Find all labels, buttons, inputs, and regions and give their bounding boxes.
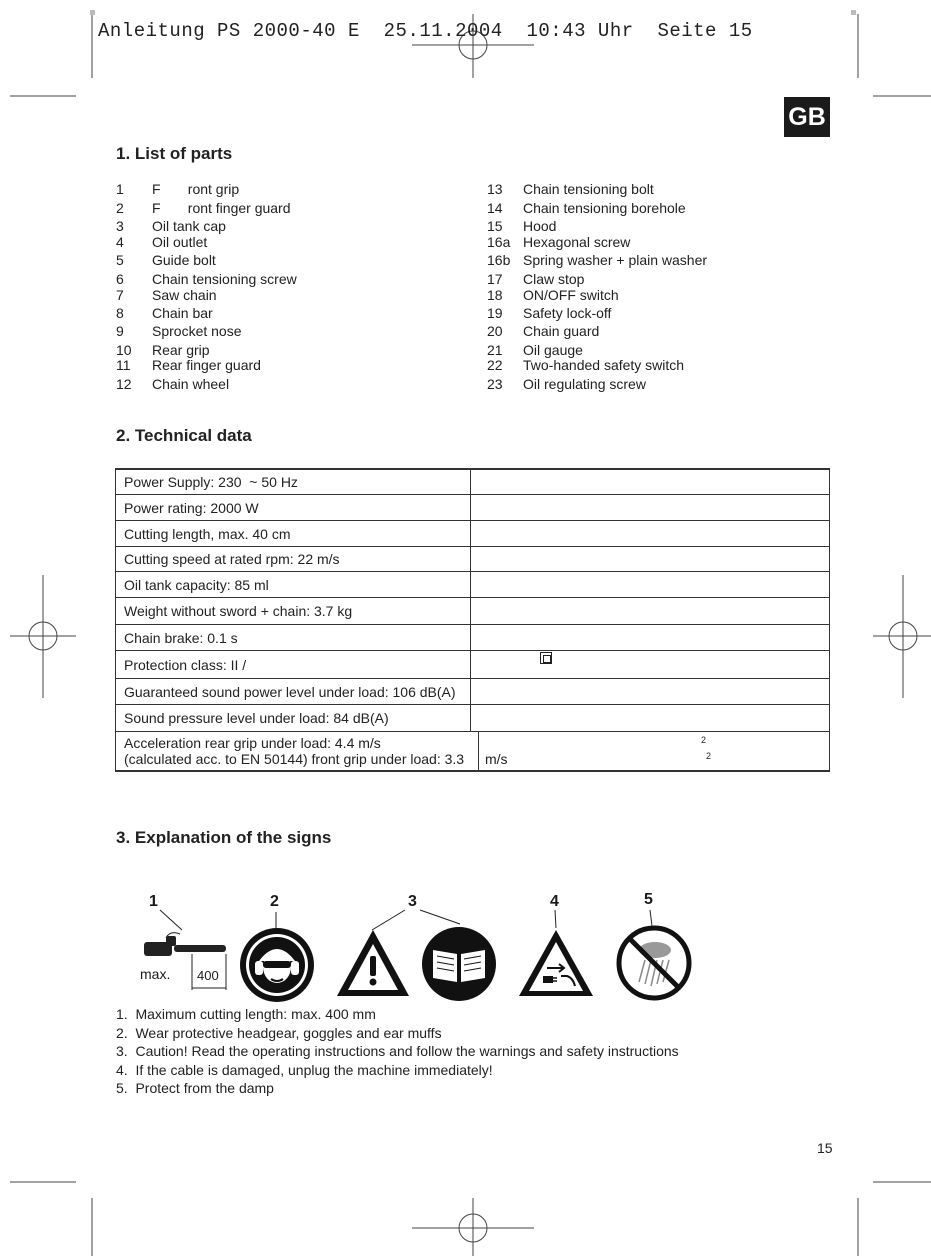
sign-explanation-item: 1. Maximum cutting length: max. 400 mm [116, 1006, 376, 1022]
sign-number-5: 5 [644, 891, 653, 908]
part-number: 8 [116, 305, 124, 321]
part-number: 11 [116, 357, 131, 373]
part-label: Hexagonal screw [523, 234, 631, 250]
part-label: Guide bolt [152, 252, 216, 268]
signs-explanation-list [116, 1006, 679, 1099]
header-doc: Anleitung PS 2000-40 E [98, 20, 360, 42]
page-number: 15 [817, 1140, 833, 1156]
header-page-label: Seite 15 [657, 20, 753, 42]
part-label: Claw stop [523, 271, 585, 287]
saw-max-label: max. [140, 966, 171, 982]
part-number: 5 [116, 252, 124, 268]
language-badge: GB [784, 97, 830, 137]
part-number: 20 [487, 323, 503, 339]
tech-data-value: Cutting speed at rated rpm: 22 m/s [116, 547, 471, 572]
header-date: 25.11.2004 [383, 20, 503, 42]
part-label: F ront finger guard [152, 200, 291, 216]
sign-number-2: 2 [270, 893, 279, 910]
part-label: Oil gauge [523, 342, 583, 358]
tech-data-value: Guaranteed sound power level under load: 106 dB(A) [116, 679, 471, 705]
part-number: 13 [487, 181, 503, 197]
part-number: 18 [487, 287, 503, 303]
acceleration-front: (calculated acc. to EN 50144) front grip under load: 3.3 [124, 751, 465, 767]
saw-length-label: 400 [197, 968, 219, 983]
part-number: 12 [116, 376, 132, 392]
header-time: 10:43 Uhr [526, 20, 634, 42]
tech-data-value: Chain brake: 0.1 s [116, 625, 471, 651]
part-label: ON/OFF switch [523, 287, 619, 303]
acceleration-rear: Acceleration rear grip under load: 4.4 m/s [124, 735, 381, 751]
tech-data-value: Power Supply: 230 ~ 50 Hz [116, 469, 471, 495]
part-label: Oil tank cap [152, 218, 226, 234]
part-label: F ront grip [152, 181, 240, 197]
sign-explanation-item: 4. If the cable is damaged, unplug the machine immediately! [116, 1061, 493, 1078]
tech-data-value: Weight without sword + chain: 3.7 kg [116, 598, 471, 625]
part-label: Two-handed safety switch [523, 357, 685, 373]
part-number: 16b [487, 252, 511, 268]
part-number: 17 [487, 271, 503, 287]
part-number: 9 [116, 323, 124, 339]
sign-number-3: 3 [408, 893, 417, 910]
part-label: Chain tensioning bolt [523, 181, 654, 197]
chainsaw-length-icon [136, 928, 232, 994]
superscript-front: 2 [706, 751, 712, 761]
protect-from-damp-icon [615, 924, 693, 1002]
part-label: Sprocket nose [152, 323, 242, 339]
read-manual-icon [421, 926, 497, 1002]
part-number: 14 [487, 200, 503, 216]
section-title-technical-data: 2. Technical data [116, 426, 252, 445]
part-label: Chain wheel [152, 376, 230, 392]
part-label: Chain bar [152, 305, 213, 321]
tech-data-value: Sound pressure level under load: 84 dB(A) [116, 705, 471, 732]
sign-number-4: 4 [550, 893, 559, 910]
part-number: 22 [487, 357, 503, 373]
part-number: 15 [487, 218, 503, 234]
part-number: 21 [487, 342, 503, 358]
section-title-parts: 1. List of parts [116, 144, 233, 163]
sign-explanation-item: 5. Protect from the damp [116, 1080, 274, 1096]
part-number: 2 [116, 200, 124, 216]
part-number: 7 [116, 287, 124, 303]
tech-data-value: Power rating: 2000 W [116, 495, 471, 521]
part-number: 1 [116, 181, 124, 197]
part-label: Spring washer + plain washer [523, 252, 708, 268]
part-label: Chain tensioning borehole [523, 200, 686, 216]
part-label: Rear finger guard [152, 357, 261, 373]
part-number: 10 [116, 342, 132, 358]
superscript-rear: 2 [701, 735, 707, 745]
part-label: Oil regulating screw [523, 376, 646, 392]
damaged-cable-unplug-icon [517, 928, 595, 998]
part-label: Chain tensioning screw [152, 271, 297, 287]
part-number: 4 [116, 234, 124, 250]
protective-gear-icon [239, 927, 315, 1003]
part-number: 6 [116, 271, 124, 287]
part-number: 16a [487, 234, 511, 250]
tech-data-value: Protection class: II / [116, 651, 471, 679]
tech-data-value: Oil tank capacity: 85 ml [116, 572, 471, 598]
part-number: 23 [487, 376, 503, 392]
part-label: Oil outlet [152, 234, 208, 250]
part-label: Hood [523, 218, 557, 234]
section-title-signs: 3. Explanation of the signs [116, 828, 332, 847]
part-label: Safety lock-off [523, 305, 612, 321]
sign-explanation-item: 3. Caution! Read the operating instructions and follow the warnings and safety instructions [116, 1043, 679, 1059]
warning-triangle-icon [335, 928, 411, 998]
part-number: 19 [487, 305, 503, 321]
acceleration-front-unit: m/s [485, 751, 508, 767]
part-label: Chain guard [523, 323, 600, 339]
tech-data-value: Cutting length, max. 40 cm [116, 521, 471, 547]
part-label: Saw chain [152, 287, 217, 303]
part-number: 3 [116, 218, 124, 234]
sign-number-1: 1 [149, 893, 158, 910]
part-label: Rear grip [152, 342, 210, 358]
sign-explanation-item: 2. Wear protective headgear, goggles and ear muffs [116, 1024, 442, 1041]
